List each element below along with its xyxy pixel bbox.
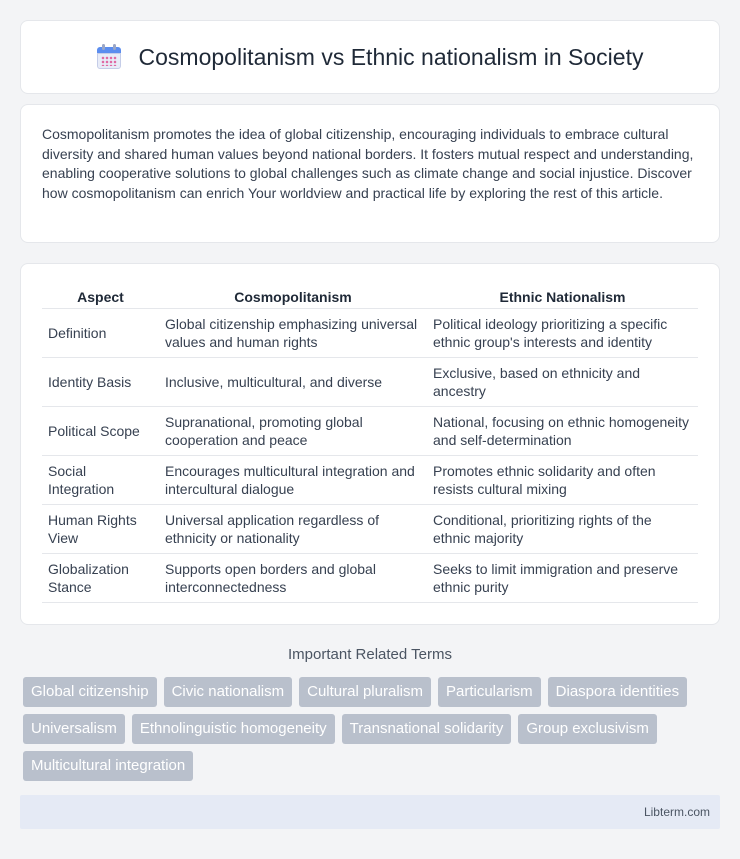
footer [20,795,720,829]
table-row [42,554,698,603]
related-term-tag[interactable]: Ethnolinguistic homogeneity [132,714,335,744]
related-term-tag[interactable]: Group exclusivism [518,714,657,744]
title-card [20,20,720,94]
related-terms-title: Important Related Terms [288,646,452,663]
row-cosmopolitanism: Supranational, promoting global cooperation and peace [159,407,427,456]
row-ethnic-nationalism: Exclusive, based on ethnicity and ancestry [427,358,698,407]
related-term-tag[interactable]: Cultural pluralism [299,677,431,707]
row-aspect: Political Scope [42,407,159,456]
comparison-card [20,263,720,625]
table-row [42,505,698,554]
row-cosmopolitanism: Encourages multicultural integration and intercultural dialogue [159,456,427,505]
related-term-tag[interactable]: Civic nationalism [164,677,293,707]
row-cosmopolitanism: Global citizenship emphasizing universal values and human rights [159,309,427,358]
intro-text: Cosmopolitanism promotes the idea of global citizenship, encouraging individuals to embrace cultural diversity and shared human values beyond national borders. It fosters mutual respect and understanding, enabling cooperative solutions to global challenges such as climate change and social injustice. Discover how cosmopolitanism can enrich Your worldview and practical life by exploring the rest of this article. [42,126,694,201]
row-cosmopolitanism: Supports open borders and global interconnectedness [159,554,427,603]
row-ethnic-nationalism: Political ideology prioritizing a specific ethnic group's interests and identity [427,309,698,358]
row-aspect: Globalization Stance [42,554,159,603]
related-term-tag[interactable]: Universalism [23,714,125,744]
intro-card [20,104,720,243]
related-term-tag[interactable]: Transnational solidarity [342,714,512,744]
related-term-tag[interactable]: Global citizenship [23,677,157,707]
page-title: Cosmopolitanism vs Ethnic nationalism in Society [138,43,644,70]
calendar-icon [97,44,121,70]
row-ethnic-nationalism: Conditional, prioritizing rights of the ethnic majority [427,505,698,554]
header-ethnic-nationalism: Ethnic Nationalism [427,284,698,309]
row-cosmopolitanism: Inclusive, multicultural, and diverse [159,358,427,407]
header-aspect: Aspect [42,284,159,309]
row-aspect: Identity Basis [42,358,159,407]
row-ethnic-nationalism: Promotes ethnic solidarity and often resists cultural mixing [427,456,698,505]
related-term-tag[interactable]: Multicultural integration [23,751,193,781]
table-row [42,309,698,358]
row-aspect: Human Rights View [42,505,159,554]
table-row [42,407,698,456]
related-term-tag[interactable]: Particularism [438,677,541,707]
row-ethnic-nationalism: Seeks to limit immigration and preserve ethnic purity [427,554,698,603]
row-ethnic-nationalism: National, focusing on ethnic homogeneity and self-determination [427,407,698,456]
row-aspect: Social Integration [42,456,159,505]
related-terms-list [23,677,723,781]
footer-brand-link[interactable]: Libterm.com [643,805,710,819]
header-cosmopolitanism: Cosmopolitanism [159,284,427,309]
table-row [42,358,698,407]
table-header-row [42,284,698,309]
row-cosmopolitanism: Universal application regardless of ethnicity or nationality [159,505,427,554]
related-term-tag[interactable]: Diaspora identities [548,677,687,707]
table-row [42,456,698,505]
row-aspect: Definition [42,309,159,358]
comparison-table [42,284,698,603]
